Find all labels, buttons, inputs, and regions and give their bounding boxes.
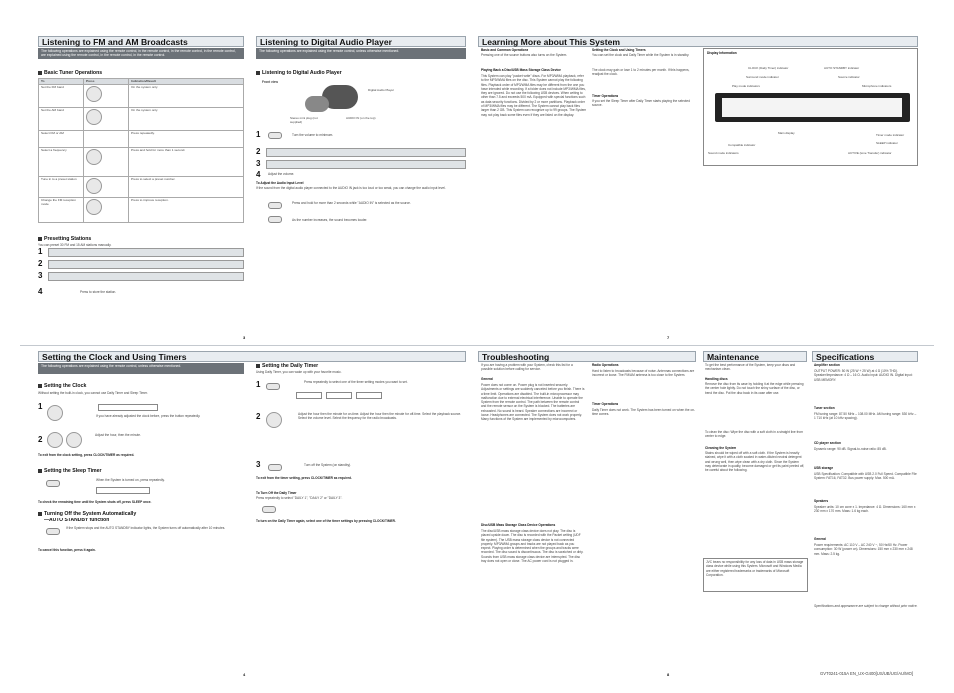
setting-clock-heading: Setting the Clock bbox=[38, 383, 86, 389]
page-number: 8 bbox=[667, 672, 670, 677]
clock-timers-title: Setting the Clock and Using Timers bbox=[38, 351, 466, 362]
maintenance-title: Maintenance bbox=[703, 351, 807, 362]
table-row: Set the AM band On the system only. bbox=[39, 108, 244, 131]
basic-common-heading: Basic and Common Operations bbox=[481, 48, 529, 52]
col-press: Press bbox=[84, 79, 129, 85]
knob-icon bbox=[66, 432, 82, 448]
digital-audio-title: Listening to Digital Audio Player bbox=[256, 36, 466, 47]
knob-icon bbox=[86, 86, 102, 102]
main-display-area bbox=[722, 98, 902, 117]
col-indication: Indication/Result bbox=[129, 79, 244, 85]
speakers-heading: Speakers bbox=[814, 499, 829, 503]
page-number: 7 bbox=[667, 335, 670, 340]
learning-title: Learning More about This System bbox=[478, 36, 918, 47]
footer: GVT0241-015A EN_UX-G400[US/UB/UG/AU/MO] bbox=[820, 671, 914, 676]
basic-tuner-heading: Basic Tuner Operations bbox=[38, 70, 102, 76]
turn-off-daily-heading: To Turn Off the Daily Timer bbox=[256, 491, 297, 495]
digital-audio-subtitle: Listening to Digital Audio Player bbox=[256, 70, 342, 76]
auto-standby-sub: —AUTO STANDBY function bbox=[44, 518, 110, 523]
adjust-heading: To Adjust the Audio Input Level bbox=[256, 181, 304, 185]
step-2: 2 bbox=[38, 259, 43, 268]
front-view-label: Front view bbox=[262, 80, 278, 84]
page-number: 4 bbox=[243, 672, 246, 677]
sleep-timer-heading: Setting the Sleep Timer bbox=[38, 468, 102, 474]
step-1: 1 bbox=[38, 247, 43, 256]
knob-icon bbox=[86, 109, 102, 125]
timer-ops-heading: Timer Operations bbox=[592, 94, 619, 98]
troubleshooting-title: Troubleshooting bbox=[478, 351, 696, 362]
auto-standby-heading: Turning Off the System Automatically bbox=[38, 511, 136, 517]
timer-ops-trouble-heading: Timer Operations bbox=[592, 402, 619, 406]
step-4: 4 bbox=[38, 287, 43, 296]
system-illustration bbox=[305, 96, 329, 112]
playing-back-heading: Playing Back a Disc/USB Mass Storage Class Device bbox=[481, 68, 561, 72]
general-spec-heading: General bbox=[814, 537, 826, 541]
setting-clock-ref: Setting the Clock and Using Timers bbox=[592, 48, 646, 52]
fm-am-intro: The following operations are explained using the remote control, in the remote control, in the remote control, in the remote control, are explained using the remote control, in the remote control, in the remote control. bbox=[38, 48, 244, 59]
knob-icon bbox=[86, 178, 102, 194]
step-3: 3 bbox=[38, 271, 43, 280]
knob-icon bbox=[266, 412, 282, 428]
plug-label: Stereo mini plug (not supplied) bbox=[290, 116, 318, 124]
main-display-label: Main display bbox=[778, 131, 795, 135]
display-info-heading: Display Information bbox=[707, 51, 737, 55]
general-heading: General bbox=[481, 377, 493, 381]
specifications-title: Specifications bbox=[812, 351, 918, 362]
table-row: Change the FM reception mode Press to improve reception. bbox=[39, 197, 244, 222]
table-row: Tune in to a preset station Press to select a preset number. bbox=[39, 177, 244, 198]
knob-icon bbox=[86, 199, 102, 215]
disc-usb-heading: Disc/USB Mass Storage Class Device Operations bbox=[481, 523, 556, 527]
player-label: Digital Audio Player bbox=[368, 88, 395, 92]
tuner-heading: Tuner section bbox=[814, 406, 835, 410]
knob-icon bbox=[47, 405, 63, 421]
radio-ops-heading: Radio Operations bbox=[592, 363, 619, 367]
table-row: Select FM or AM Press repeatedly. bbox=[39, 131, 244, 148]
tuner-operations-table bbox=[38, 78, 244, 223]
cleaning-heading: Cleaning the System bbox=[705, 446, 737, 450]
cd-heading: CD player section bbox=[814, 441, 841, 445]
fm-am-title: Listening to FM and AM Broadcasts bbox=[38, 36, 244, 47]
knob-icon bbox=[86, 149, 102, 165]
table-row: Select a frequency Press and hold for more than 1 second. bbox=[39, 148, 244, 177]
amplifier-heading: Amplifier section bbox=[814, 363, 840, 367]
presetting-text: You can preset 30 FM and 15 AM stations manually. bbox=[38, 243, 112, 247]
playing-back-text: This System can play "packet write" discs. For MP3/WMA playback, refer to the MP3/WMA files on the disc. This System cannot play the following files. Playback order of MP3/WMA files may be different from the one you have intended while recording. If a folder does not include MP3/WMA files, they are ignored. Do not use the following USB devices. When writing to other than 7.5 and exceeds 500 mA. Equipped with special functions such as data security functions. Divided by 2 or more partitions. Playback order of MP3/WMA files may be different. The System cannot play back files larger than 2 GB. This System can recognize up to 99 groups. The System may not play back some files even if they are listed on the display. bbox=[481, 74, 587, 117]
knob-icon bbox=[47, 432, 63, 448]
usb-heading: USB storage bbox=[814, 466, 834, 470]
daily-timer-heading: Setting the Daily Timer bbox=[256, 363, 318, 369]
presetting-heading: Presetting Stations bbox=[38, 236, 91, 242]
page-number: 3 bbox=[243, 335, 246, 340]
handling-heading: Handling discs bbox=[705, 377, 728, 381]
col-to: To bbox=[39, 79, 84, 85]
table-row: Set the FM band On the system only. bbox=[39, 85, 244, 108]
audio-input-label: AUDIO IN (on the top) bbox=[346, 116, 376, 120]
